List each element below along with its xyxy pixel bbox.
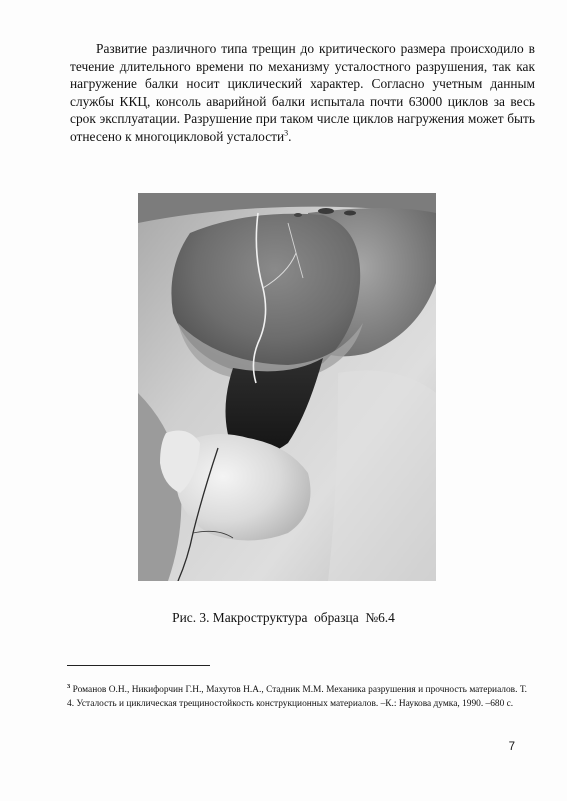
footnote-text: Романов О.Н., Никифорчин Г.Н., Махутов Н.А., Стадник М.М. Механика разрушения и прочность материалов. Т. 4. Усталость и циклическая трещиностойкость конструкционных материалов. –К.: Наукова думка, 1990. –680 с. xyxy=(67,685,527,709)
footnote-separator xyxy=(67,665,210,666)
footnote xyxy=(67,683,527,711)
figure-caption: Рис. 3. Макроструктура образца №6.4 xyxy=(172,610,395,625)
body-paragraph xyxy=(70,40,535,145)
footnote-reference: 3 xyxy=(284,128,289,138)
macrostructure-photo xyxy=(138,193,436,581)
footnote-marker: 3 xyxy=(67,682,71,690)
paragraph-text: Развитие различного типа трещин до критического размера происходило в течение длительного времени по механизму усталостного разрушения, так как нагружение балки носит циклический характер. Согласно учетным данным службы ККЦ, консоль аварийной балки испытала почти 63000 циклов за весь срок эксплуатации. Разрушение при таком числе циклов нагружения может быть отнесено к многоцикловой усталости xyxy=(70,41,535,144)
paragraph-end: . xyxy=(288,128,292,144)
page-number: 7 xyxy=(508,741,515,753)
